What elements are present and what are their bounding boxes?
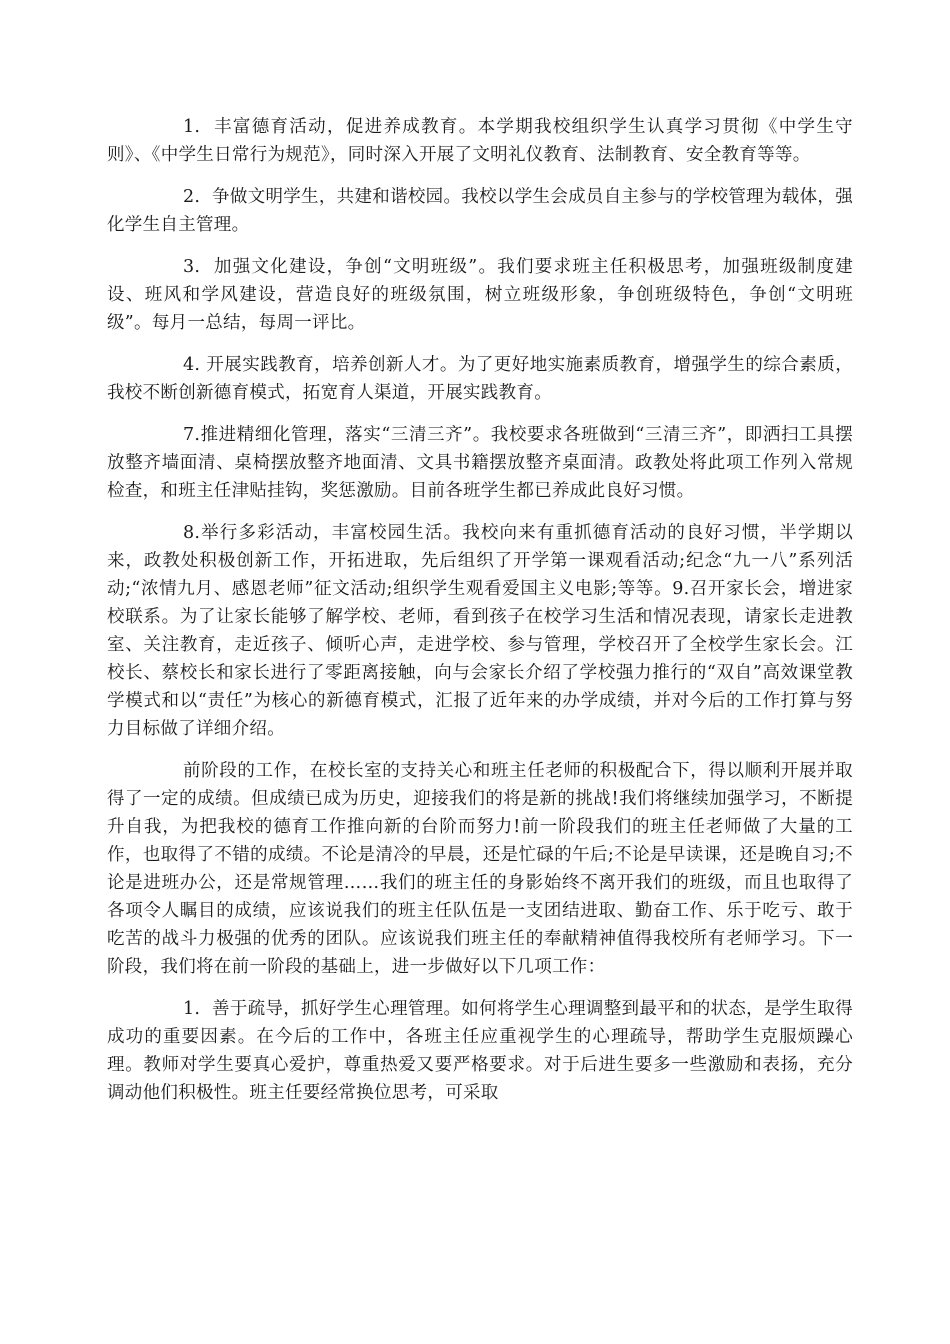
paragraph-next-1: 1. 善于疏导，抓好学生心理管理。如何将学生心理调整到最平和的状态，是学生取得成功的重要因素。在今后的工作中，各班主任应重视学生的心理疏导，帮助学生克服烦躁心理。教师对学生要真心爱护，尊重热爱又要严格要求。对于后进生要多一些激励和表扬，充分调动他们积极性。班主任要经常换位思考，可采取 — [107, 999, 853, 1103]
paragraph-7: 7.推进精细化管理，落实“三清三齐”。我校要求各班做到“三清三齐”，即洒扫工具摆放整齐墙面清、桌椅摆放整齐地面清、文具书籍摆放整齐桌面清。政教处将此项工作列入常规检查，和班主任津贴挂钩，奖惩激励。目前各班学生都已养成此良好习惯。 — [107, 425, 853, 501]
paragraph-2: 2. 争做文明学生，共建和谐校园。我校以学生会成员自主参与的学校管理为载体，强化学生自主管理。 — [107, 187, 853, 235]
paragraph-4: 4. 开展实践教育，培养创新人才。为了更好地实施素质教育，增强学生的综合素质，我校不断创新德育模式，拓宽育人渠道，开展实践教育。 — [107, 355, 853, 403]
paragraph-summary: 前阶段的工作，在校长室的支持关心和班主任老师的积极配合下，得以顺利开展并取得了一定的成绩。但成绩已成为历史，迎接我们的将是新的挑战!我们将继续加强学习，不断提升自我，为把我校的德育工作推向新的台阶而努力!前一阶段我们的班主任老师做了大量的工作，也取得了不错的成绩。不论是清冷的早晨，还是忙碌的午后;不论是早读课，还是晚自习;不论是进班办公，还是常规管理……我们的班主任的身影始终不离开我们的班级，而且也取得了各项令人瞩目的成绩，应该说我们的班主任队伍是一支团结进取、勤奋工作、乐于吃亏、敢于吃苦的战斗力极强的优秀的团队。应该说我们班主任的奉献精神值得我校所有老师学习。下一阶段，我们将在前一阶段的基础上，进一步做好以下几项工作： — [107, 761, 853, 977]
paragraph-3: 3. 加强文化建设，争创“文明班级”。我们要求班主任积极思考，加强班级制度建设、班风和学风建设，营造良好的班级氛围，树立班级形象，争创班级特色，争创“文明班级”。每月一总结，每周一评比。 — [107, 257, 853, 333]
document-body — [107, 113, 853, 1121]
paragraph-8-9: 8.举行多彩活动，丰富校园生活。我校向来有重抓德育活动的良好习惯，半学期以来，政教处积极创新工作，开拓进取，先后组织了开学第一课观看活动;纪念“九一八”系列活动;“浓情九月、感恩老师”征文活动;组织学生观看爱国主义电影;等等。9.召开家长会，增进家校联系。为了让家长能够了解学校、老师，看到孩子在校学习生活和情况表现，请家长走进教室、关注教育，走近孩子、倾听心声，走进学校、参与管理，学校召开了全校学生家长会。江校长、蔡校长和家长进行了零距离接触，向与会家长介绍了学校强力推行的“双自”高效课堂教学模式和以“责任”为核心的新德育模式，汇报了近年来的办学成绩，并对今后的工作打算与努力目标做了详细介绍。 — [107, 523, 853, 739]
paragraph-1: 1. 丰富德育活动，促进养成教育。本学期我校组织学生认真学习贯彻《中学生守则》、《中学生日常行为规范》，同时深入开展了文明礼仪教育、法制教育、安全教育等等。 — [107, 117, 853, 165]
